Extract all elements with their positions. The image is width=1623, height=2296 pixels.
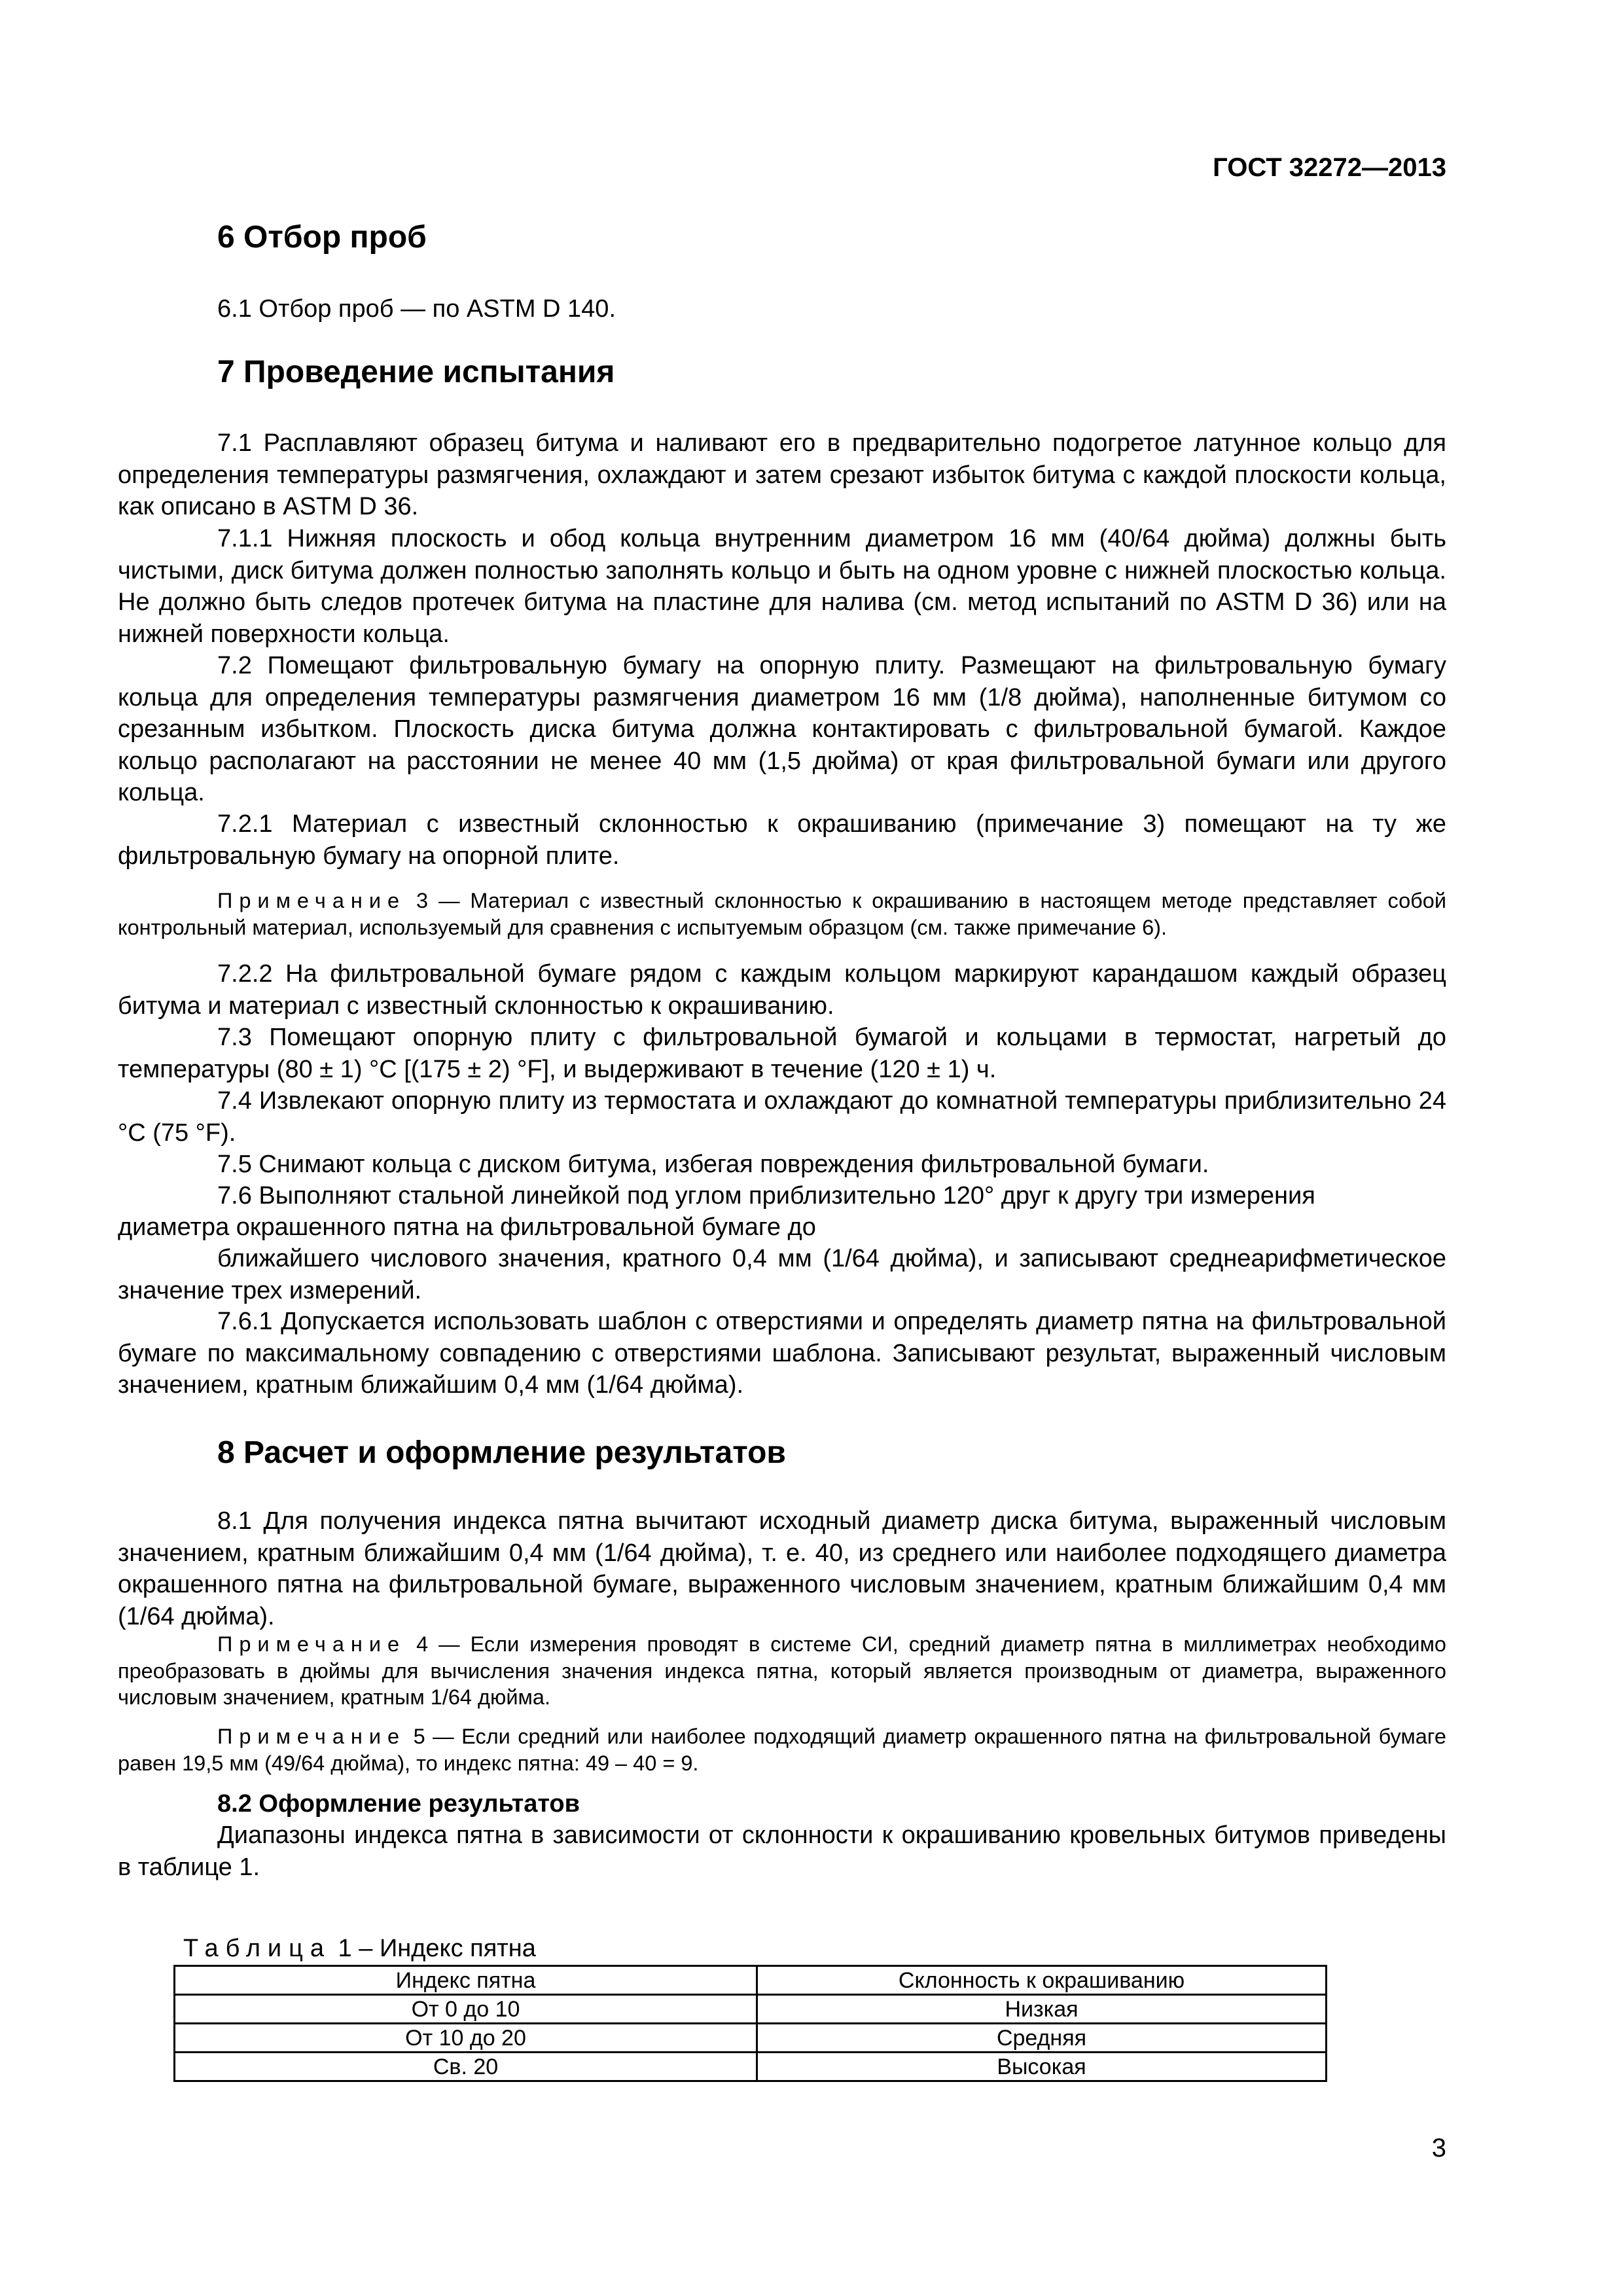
paragraph-7-2: 7.2 Помещают фильтровальную бумагу на опорную плиту. Размещают на фильтровальную бумагу кольца для определения температуры размягчения диаметром 16 мм (1/8 дюйма), наполненные битумом со срезанным избытком. Плоскость диска битума должна контактировать с фильтровальной бумагой. Каждое кольцо располагают на расстоянии не менее 40 мм (1,5 дюйма) от края фильтровальной бумаги или другого кольца. [118,652,1446,806]
table-1 [173,1965,1327,2082]
table-cell-index: От 10 до 20 [175,2024,757,2053]
note-3-label: Примечание [217,889,406,912]
subsection-8-2-heading: 8.2 Оформление результатов [217,1790,580,1818]
table-1-caption-label: Таблица [183,1935,331,1962]
note-4-label: Примечание [217,1632,406,1656]
paragraph-7-1: 7.1 Расплавляют образец битума и наливают его в предварительно подогретое латунное кольцо для определения температуры размягчения, охлаждают и затем срезают избыток битума с каждой плоскости кольца, как описано в ASTM D 36. [118,429,1446,520]
paragraph-7-4: 7.4 Извлекают опорную плиту из термостата и охлаждают до комнатной температуры приблизительно 24 °С (75 °F). [118,1087,1446,1147]
document-code: ГОСТ 32272—2013 [1213,153,1446,182]
paragraph-7-6-1: 7.6.1 Допускается использовать шаблон с отверстиями и определять диаметр пятна на фильтровальной бумаге по максимальному совпадению с отверстиями шаблона. Записывают результат, выраженный числовым значением, кратным ближайшим 0,4 мм (1/64 дюйма). [118,1308,1446,1399]
note-5-text: 5 — Если средний или наиболее подходящий диаметр окрашенного пятна на фильтровальной бумаге равен 19,5 мм (49/64 дюйма), то индекс пятна: 49 – 40 = 9. [118,1725,1446,1775]
table-row [175,1995,1327,2024]
paragraph-7-5: 7.5 Снимают кольца с диском битума, избегая повреждения фильтровальной бумаги. [217,1151,1209,1178]
table-header-row [175,1966,1327,1995]
note-3 [118,888,1446,941]
table-1-caption [183,1934,536,1963]
note-5 [118,1723,1446,1776]
section-6-heading: 6 Отбор проб [217,220,427,255]
page-number: 3 [1431,2134,1446,2162]
paragraph-8-2: Диапазоны индекса пятна в зависимости от склонности к окрашиванию кровельных битумов приведены в таблице 1. [118,1821,1446,1881]
paragraph-7-6-line-2: диаметра окрашенного пятна на фильтровальной бумаге до [118,1213,816,1241]
note-5-label: Примечание [217,1725,406,1748]
table-cell-index: От 0 до 10 [175,1995,757,2024]
paragraph-6-1: 6.1 Отбор проб — по ASTM D 140. [217,295,616,323]
note-4 [118,1631,1446,1711]
table-cell-tendency: Низкая [757,1995,1327,2024]
paragraph-7-2-1: 7.2.1 Материал с известный склонностью к окрашиванию (примечание 3) помещают на ту же фильтровальную бумагу на опорной плите. [118,810,1446,870]
note-3-text: 3 — Материал с известный склонностью к окрашиванию в настоящем методе представляет собой контрольный материал, используемый для сравнения с испытуемым образцом (см. также примечание 6). [118,889,1446,939]
paragraph-7-6-continuation: ближайшего числового значения, кратного 0,4 мм (1/64 дюйма), и записывают среднеарифметическое значение трех измерений. [118,1245,1446,1304]
paragraph-8-1: 8.1 Для получения индекса пятна вычитают исходный диаметр диска битума, выраженный числовым значением, кратным ближайшим 0,4 мм (1/64 дюйма), т. е. 40, из среднего или наиболее подходящего диаметра окрашенного пятна на фильтровальной бумаге, выраженного числовым значением, кратным ближайшим 0,4 мм (1/64 дюйма). [118,1507,1446,1630]
table-cell-tendency: Средняя [757,2024,1327,2053]
paragraph-7-1-1: 7.1.1 Нижняя плоскость и обод кольца внутренним диаметром 16 мм (40/64 дюйма) должны быть чистыми, диск битума должен полностью заполнять кольцо и быть на одном уровне с нижней плоскостью кольца. Не должно быть следов протечек битума на пластине для налива (см. метод испытаний по ASTM D 36) или на нижней поверхности кольца. [118,525,1446,648]
column-header-stain-index: Индекс пятна [175,1966,757,1995]
table-cell-index: Св. 20 [175,2053,757,2081]
table-cell-tendency: Высокая [757,2053,1327,2081]
section-7-heading: 7 Проведение испытания [217,355,615,389]
section-8-heading: 8 Расчет и оформление результатов [217,1435,786,1470]
column-header-staining-tendency: Склонность к окрашиванию [757,1966,1327,1995]
paragraph-7-6-line-1: 7.6 Выполняют стальной линейкой под углом приблизительно 120° друг к другу три измерения [217,1182,1315,1210]
note-4-text: 4 — Если измерения проводят в системе СИ, средний диаметр пятна в миллиметрах необходимо преобразовать в дюймы для вычисления значения индекса пятна, который является производным от диаметра, выраженного числовым значением, кратным 1/64 дюйма. [118,1632,1446,1709]
table-row [175,2053,1327,2081]
paragraph-7-2-2: 7.2.2 На фильтровальной бумаге рядом с каждым кольцом маркируют карандашом каждый образец битума и материал с известный склонностью к окрашиванию. [118,960,1446,1020]
paragraph-7-3: 7.3 Помещают опорную плиту с фильтровальной бумагой и кольцами в термостат, нагретый до температуры (80 ± 1) °С [(175 ± 2) °F], и выдерживают в течение (120 ± 1) ч. [118,1024,1446,1083]
table-row [175,2024,1327,2053]
table-1-caption-text: 1 – Индекс пятна [331,1935,536,1962]
